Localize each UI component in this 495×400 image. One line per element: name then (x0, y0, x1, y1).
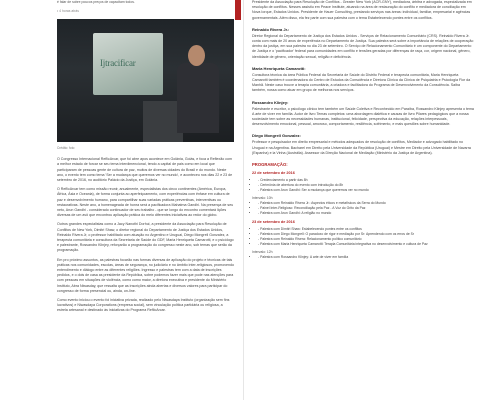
schedule-list (252, 227, 474, 247)
accent-strip (235, 0, 241, 20)
schedule-interval: Intervalo: 10h (252, 196, 273, 201)
schedule-item: • - Palestra com Reinaldo Rivera Jr.: Aspectos éticos e metafísicos da Serra do Mundo (258, 201, 474, 206)
schedule-interval: Intervalo: 12h (252, 250, 273, 255)
article-paragraph: O Congresso Internacional ReflicArcar, que foi abre apos acontece em Goiânia, Goiás, e foca a Reflexão com a melhor estado de forcar se seu tema interdimencional, tendo a capital de pais como em local que participaram de pessoas gente de cultura de paz, muitos de diversas cidades do Brasil e do mundo. Neste ano, o evento tem como tema 'Ser a mudança que queremos ver no mundo', e aconteceu nos dias 22 e 23 de setembro de 2016, no auditório Palácio da Justiça, em Goiânia. (57, 157, 233, 183)
schedule-item: • - Painel Inter-Religioso: Reconciliação pela Paz - A Voz do Grito da Paz (258, 206, 474, 211)
speaker-bio: Diretor Regional do Departamento de Justiça dos Estados Unidos - Serviços de Relacionamento Comunitário (CRS). Reinaldo Rivera Jr. conta com mais de 20 anos de experiência no Departamento de Justiça. Sua palestra será sobre a importância de relações de cooperação dentro da justiça, em sua palestra no dia 23 de setembro. O Serviço de Relacionamento Comunitário é um componente do Departamento de Justiça e o 'pacificador' federal para comunidades em conflito e tensões geradas por diferenças de raça, cor, origem nacional, gênero, identidade de gênero, orientação sexual, religião e deficiência. (252, 33, 474, 59)
intro-line: é falar de sobre poucos preços de capacitam todos. (57, 0, 135, 4)
article-paragraph: O ReflicArcar tem como missão reunir, anualmente, especialistas dos cinco continentes (América, Europa, África, Ásia e Oceania), de forma conjunta ao aperfeiçoamento, com experiências com ênfase em cultura de paz e desenvolvimento humano, para compartilhar suas variadas práticas preventivas, interventivas ou restaurativas. Neste ano, a homenageada de honra será a pacificadora Mahatma Gandhi. Na presença de seu neto, Arun Gandhi - considerado continuador de seu trabalho - que se longo do encontro comentará lições diversas de um avô que encontrou aplicação prática do meio diferentes iniciativas ao redor do globo. (57, 187, 234, 218)
article-main-column (57, 0, 234, 318)
schedule-item: • - Palestra com Rossandro Klinjey: A arte de viver em família (258, 255, 474, 260)
schedule-list (252, 201, 474, 216)
schedule-list (252, 255, 474, 260)
speaker-name: Maria Henriqueta Camarotti: (252, 65, 306, 71)
speaker-name: Reinaldo Rivera Jr.: (252, 26, 290, 32)
schedule-item: • - Palestra com Arun Gandhi: A religião no mundo (258, 211, 474, 216)
screen-logo-text: Ijtracificar (100, 58, 136, 68)
speaker-name: Diego Mongrell Gonzalez: (252, 133, 301, 139)
speaker-bio: Consultora técnica da área Pública Federal da Secretaria de Saúde do Distrito Federal e terapeuta comunitária, Maria Henriqueta Camarotti também é coordenadora do Centro de Estudos da Consciência e Diretora Clínica da Clínica de Psiquiatria e Psicologia Flor da Manhã. Neste caso trouxe a terapia comunitária, a criadora e facilitadora do Programa de Desenvolvimento da Consciência. Saiba também, nossa como atuar em grupo de melhoras nos serviços. (252, 72, 471, 93)
speaker-bio: Professor e pesquisador em direito empresarial e métodos adequados de resolução de conflitos, Mediador e advogado habilitado no Uruguai e na Argentina. Bacharel em Direito pela Universidade da República (Uruguai) e Mestre em Direito pela Universidade de Navarra (Espanha) e la Vinha (Austrália). Assessor da Direção Nacional de Mediação (Ministério da Justiça de Argentina). (252, 140, 471, 155)
schedule-list (252, 178, 474, 193)
article-side-column (252, 0, 474, 263)
article-photo (57, 19, 234, 142)
schedule-item: • - Palestra com Maria Henriqueta Camarotti: Terapia Comunitária integrativa no desenvolvimento e cultura de Paz (258, 242, 474, 247)
schedule-item: • - Credenciamento a partir das 8h (258, 178, 474, 183)
column-divider (243, 0, 244, 400)
speaker-name: Rossandro Klinjey: (252, 99, 289, 105)
schedule-item: • - Cerimônia de abertura do evento com introdução do 8h (258, 183, 474, 188)
programacao-title: PROGRAMAÇÃO: (252, 162, 288, 168)
day-date: 22 de setembro de 2016 (252, 171, 295, 176)
schedule-item: • - Palestra com Diego Mongrell: O paradoxo de rigor e mediação por Sr: Aprendendo com os erros de Sr (258, 232, 474, 237)
photo-caption: Crédito: foto (57, 146, 75, 150)
article-paragraph: Como evento iniciou o evento foi iniciativa privada, realizado pelo Niwasdaya Instituto (organização sem fins lucrativos) e Niwasdaya Corporations (empresa social), sem vinculação política partidária ou religiosa, a estrela artesanal e destinado às iniciativas do Programa ReflicArcar. (57, 298, 230, 313)
schedule-item: • - Palestra com Dimitri Shaw: Estabelecendo pontes entre os conflitos (258, 227, 474, 232)
schedule-item: • - Palestra com Arun Gandhi: Ser a mudança que queremos ver no mundo (258, 188, 474, 193)
day-date: 23 de setembro de 2016 (252, 220, 295, 225)
speaker-bio: Palestrante e escritor, o psicólogo clínico tem também um Saúde Coletiva e Reconhecido em Paraíba, Rossandro Klinjey apresenta o tema A arte de viver em família. Autor de livro Temas completos: uma abordagem dialética e causas de livro Pilares pedagógicos que a nossa sociedade tem sobre as necessidades humanas, institucional, felicidade, perspectiva da educação, relações interpessoais, desenvolvimento emocional, pessoal, amoroso, comportamento, resiliência, sofrimento, e mais questões sobre humanidade. (252, 106, 474, 127)
article-meta: • 4 horas atrás (57, 8, 79, 13)
speaker-figure (175, 39, 221, 131)
article-paragraph: Outros grandes especialistas como a Jacy Nanothi Dorhui, a presidente da Associação para Resolução de Conflitos de New York, Dimitri Shaw, o diretor regional do Departamento de Justiça dos Estados Unidos, Reinaldo Rivera Jr, o professor habilitado com atuação no Argentino e Uruguai, Diego Mongrell Gonzalez, a terapeuta comunitária e consultora da Secretaria de Saúde do GDF, Maria Henriqueta Camarotti, e o psicólogo e palestrante, Rossandro Klinjey, reforçarão a programação do congresso neste ano, sob temas que serão da programação. (57, 222, 234, 253)
article-paragraph: Em pro próximo assuntos, as palestras focarão nas formas diversas de aplicação do projeto e técnicas de tais práticas nos comunidades, escolas, áreas de segurança, no judiciário e no âmbito inter-religiosos, promovendo entendimento e diálogo entre as diferentes religiões. Ingresso e palestras tem com a data de inscrições pedidos, e o dois de casa as presidente da República, sobre podemos fazer mais que pode nas atenções para com pessoas em situações de violência, como como maior, a diretora executiva e presidente do Ministério Instituto, Abra Niwasday, que ressalta que as inscrições ainda abertas e diversos valores para participar do congresso de forma presencial ou, ainda, on-line. (57, 257, 234, 293)
speaker-bio-top: Presidente da Associação para Resolução de Conflitos - Greater New York (ACR-GNY), mediadora, árbitra e advogada, especializada em resolução de conflitos. Nesses assistiu em Peace Institute, atuando na área de restauração do conflito e mediadora de conciliação em Nova Iorque, Estados Unidos. Presidente de Hauer Consulting, prestando serviços nas áreas: individual, familiar, empresarial e agências governamentais. Além disso, ela fez parte com sua palestra com o tema Estabelecendo pontes entre os conflitos. (252, 0, 472, 20)
schedule-item: • - Palestra com Reinaldo Rivera: Relacionamento político comunitário (258, 237, 474, 242)
